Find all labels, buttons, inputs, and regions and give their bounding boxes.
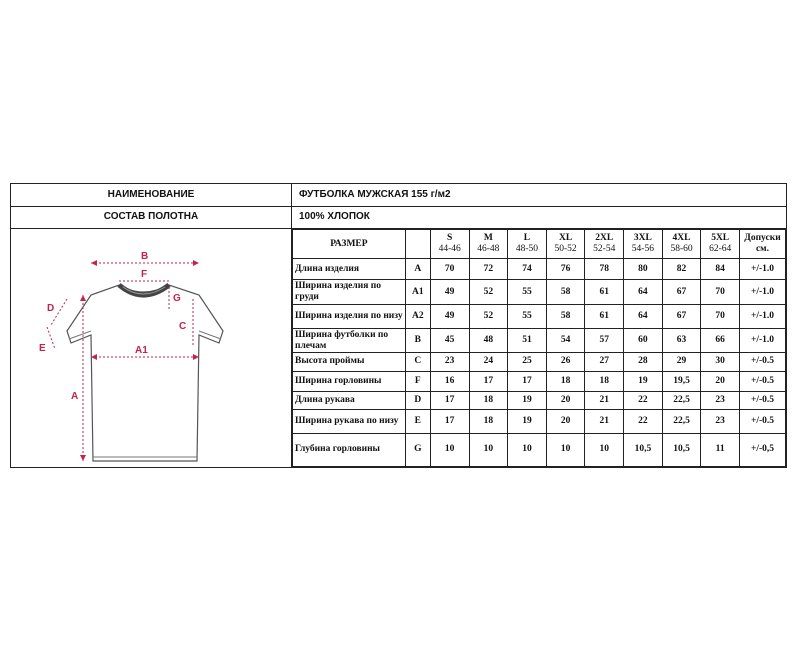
measurement-value: 18 [469,410,508,434]
measurement-value: 70 [701,280,740,305]
measurement-value: 76 [546,259,585,280]
measurement-value: 22,5 [662,410,701,434]
size-label: XL [559,233,573,243]
measurement-value: 49 [430,305,469,329]
measurement-value: 23 [701,410,740,434]
tolerance-value: +/-1.0 [739,259,785,280]
spec-sheet [10,183,787,468]
measurement-value: 58 [546,280,585,305]
measurement-name: Ширина горловины [293,371,406,391]
measurement-value: 78 [585,259,624,280]
measurement-value: 29 [662,353,701,371]
measurement-value: 22 [624,391,663,409]
size-column-header [508,230,547,259]
measurement-code: D [405,391,430,409]
measurement-value: 27 [585,353,624,371]
tolerance-value: +/-1.0 [739,328,785,353]
table-row [293,305,786,329]
measurement-value: 55 [508,280,547,305]
measurement-name: Высота проймы [293,353,406,371]
table-row [293,353,786,371]
measurement-name: Длина рукава [293,391,406,409]
tolerance-value: +/-0,5 [739,433,785,466]
measurement-value: 10 [508,433,547,466]
fabric-row [11,206,786,229]
measurement-value: 19,5 [662,371,701,391]
fabric-label: СОСТАВ ПОЛОТНА [11,206,292,228]
measurement-value: 60 [624,328,663,353]
size-column-header [546,230,585,259]
measurement-code: F [405,371,430,391]
measurement-value: 64 [624,280,663,305]
measurement-value: 17 [430,410,469,434]
measurement-value: 82 [662,259,701,280]
table-row [293,391,786,409]
measurement-name: Глубина горловины [293,433,406,466]
measurement-code: G [405,433,430,466]
measurement-name: Ширина футболки по плечам [293,328,406,353]
table-row [293,328,786,353]
dim-label-c: C [179,321,187,332]
measurement-value: 49 [430,280,469,305]
size-range: 62-64 [709,244,732,254]
measurement-value: 21 [585,391,624,409]
measurement-value: 84 [701,259,740,280]
name-label: НАИМЕНОВАНИЕ [11,184,292,206]
measurement-value: 51 [508,328,547,353]
size-range: 58-60 [670,244,693,254]
measurement-code: A [405,259,430,280]
dim-label-f: F [141,269,148,280]
measurement-value: 57 [585,328,624,353]
measurement-value: 21 [585,410,624,434]
tolerance-value: +/-0.5 [739,410,785,434]
measurement-value: 52 [469,305,508,329]
dim-label-a1: A1 [135,345,148,356]
size-column-header [662,230,701,259]
measurement-code: A2 [405,305,430,329]
measurement-value: 26 [546,353,585,371]
measurement-value: 67 [662,280,701,305]
table-row [293,259,786,280]
table-row [293,280,786,305]
size-header-row [293,230,786,259]
measurement-value: 22 [624,410,663,434]
measurement-value: 70 [430,259,469,280]
measurement-value: 67 [662,305,701,329]
tshirt-diagram [11,229,292,467]
size-range: 46-48 [477,244,500,254]
measurement-code: C [405,353,430,371]
measurement-value: 54 [546,328,585,353]
measurement-value: 10 [430,433,469,466]
tshirt-drawing [11,229,292,467]
measurement-value: 80 [624,259,663,280]
tolerance-value: +/-0.5 [739,353,785,371]
measurement-code: B [405,328,430,353]
size-label: L [523,233,531,243]
measurement-value: 10 [585,433,624,466]
table-row [293,371,786,391]
measurement-value: 17 [469,371,508,391]
name-row [11,184,786,207]
measurement-name: Ширина изделия по низу [293,305,406,329]
measurement-value: 55 [508,305,547,329]
size-range: 50-52 [554,244,577,254]
size-column-header [701,230,740,259]
measurement-value: 72 [469,259,508,280]
measurement-value: 61 [585,280,624,305]
table-row [293,410,786,434]
measurement-value: 17 [430,391,469,409]
measurement-value: 74 [508,259,547,280]
dim-label-d: D [47,303,55,314]
measurement-value: 66 [701,328,740,353]
size-column-header [624,230,663,259]
tolerance-header: Допуски см. [739,230,785,259]
measurement-code: A1 [405,280,430,305]
measurement-value: 19 [508,391,547,409]
measurement-value: 23 [430,353,469,371]
measurement-value: 58 [546,305,585,329]
size-column-header [430,230,469,259]
measurement-value: 23 [701,391,740,409]
tolerance-value: +/-1.0 [739,280,785,305]
size-label: S [447,233,453,243]
size-label: 4XL [672,233,691,243]
tshirt-outline [67,285,223,461]
measurement-value: 28 [624,353,663,371]
fabric-value: 100% ХЛОПОК [299,211,370,222]
measurement-value: 63 [662,328,701,353]
dim-label-a: A [71,391,79,402]
measurement-value: 45 [430,328,469,353]
measurement-value: 10,5 [662,433,701,466]
name-value: ФУТБОЛКА МУЖСКАЯ 155 г/м2 [299,189,451,200]
measurement-value: 18 [469,391,508,409]
size-label: M [483,233,493,243]
dim-label-e: E [39,343,46,354]
size-range: 48-50 [515,244,539,254]
measurement-value: 18 [546,371,585,391]
measurement-value: 22,5 [662,391,701,409]
measurement-name: Ширина рукава по низу [293,410,406,434]
measurement-value: 11 [701,433,740,466]
tolerance-value: +/-0.5 [739,391,785,409]
tolerance-value: +/-1.0 [739,305,785,329]
measurement-code: E [405,410,430,434]
size-table [292,229,786,467]
measurement-value: 20 [546,410,585,434]
measurement-value: 18 [585,371,624,391]
size-label: 5XL [711,233,730,243]
tolerance-value: +/-0.5 [739,371,785,391]
measurement-value: 24 [469,353,508,371]
measurement-value: 10,5 [624,433,663,466]
size-column-header [585,230,624,259]
size-range: 52-54 [593,244,616,254]
measurement-value: 19 [624,371,663,391]
dim-label-g: G [173,293,181,304]
dim-label-b: B [141,251,149,262]
measurement-value: 61 [585,305,624,329]
measurement-value: 10 [546,433,585,466]
measurement-name: Длина изделия [293,259,406,280]
size-header: РАЗМЕР [293,230,406,259]
measurement-value: 19 [508,410,547,434]
measurement-value: 48 [469,328,508,353]
measurement-value: 25 [508,353,547,371]
measurement-name: Ширина изделия по груди [293,280,406,305]
measurement-value: 64 [624,305,663,329]
size-range: 44-46 [438,244,461,254]
size-range: 54-56 [631,244,654,254]
table-row [293,433,786,466]
measurement-value: 30 [701,353,740,371]
measurement-value: 70 [701,305,740,329]
size-label: 3XL [633,233,652,243]
measurement-value: 20 [546,391,585,409]
code-header [405,230,430,259]
measurement-value: 17 [508,371,547,391]
measurement-value: 52 [469,280,508,305]
measurement-value: 16 [430,371,469,391]
measurement-value: 20 [701,371,740,391]
size-column-header [469,230,508,259]
measurement-value: 10 [469,433,508,466]
size-label: 2XL [595,233,614,243]
